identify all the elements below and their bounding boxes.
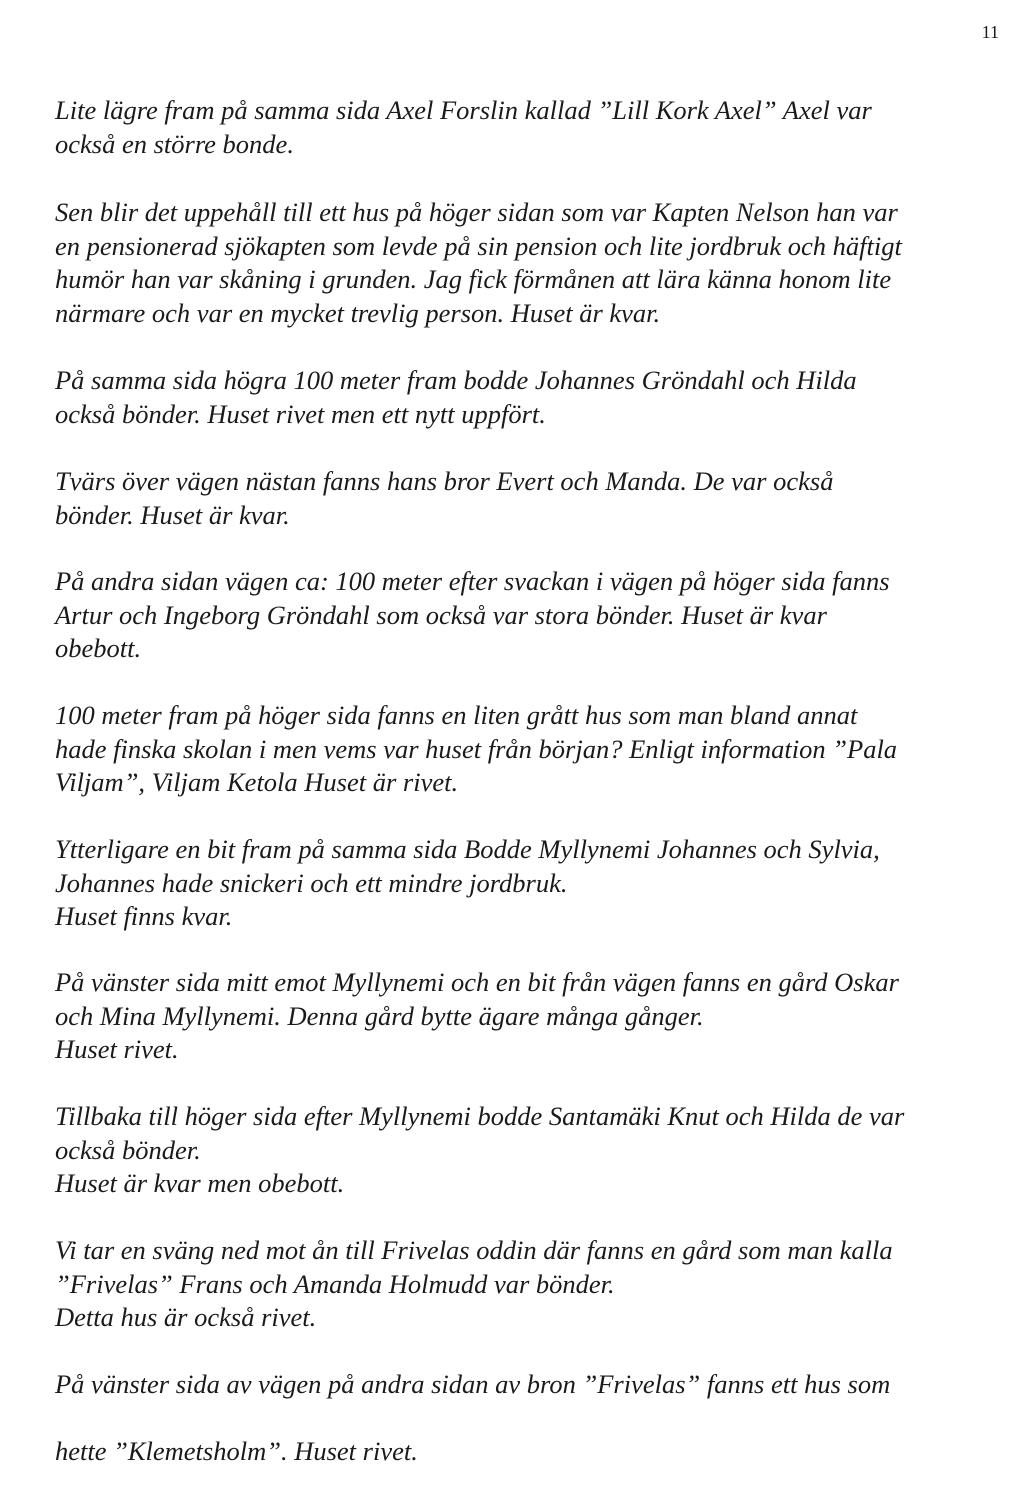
paragraph [55,465,995,532]
text-line: Johannes hade snickeri och ett mindre jordbruk. [55,867,568,898]
paragraph [55,196,995,330]
text-line: en pensionerad sjökapten som levde på sin pension och lite jordbruk och häftigt [55,230,902,261]
text-line: Huset finns kvar. [55,901,233,931]
paragraph [55,833,995,934]
text-line: hette ”Klemetsholm”. Huset rivet. [55,1436,418,1466]
paragraph [55,966,995,1067]
text-line: Huset är kvar men obebott. [55,1168,345,1198]
text-line: ”Frivelas” Frans och Amanda Holmudd var bönder. [55,1268,615,1299]
paragraph [55,565,995,666]
text-line: Huset rivet. [55,1034,179,1064]
paragraph [55,699,995,800]
text-line: humör han var skåning i grunden. Jag fick förmånen att lära känna honom lite [55,264,892,294]
text-line: också bönder. Huset rivet men ett nytt uppfört. [55,398,546,429]
text-line: Viljam”, Viljam Ketola Huset är rivet. [55,767,459,797]
text-line: närmare och var en mycket trevlig person. Huset är kvar. [55,297,661,328]
paragraph [55,1100,995,1201]
text-line: På samma sida högra 100 meter fram bodde Johannes Gröndahl och Hilda [55,365,857,395]
text-line: Ytterligare en bit fram på samma sida Bodde Myllynemi Johannes och Sylvia, [55,834,880,864]
text-line: också en större bonde. [55,128,294,159]
text-line: Vi tar en sväng ned mot ån till Frivelas oddin där fanns en gård som man kalla [55,1235,893,1265]
text-line: På vänster sida av vägen på andra sidan av bron ”Frivelas” fanns ett hus som [55,1369,891,1399]
text-line: och Mina Myllynemi. Denna gård bytte ägare många gånger. [55,1000,704,1031]
paragraph [55,94,995,161]
text-line: På andra sidan vägen ca: 100 meter efter svackan i vägen på höger sida fanns [55,566,890,596]
text-line: Tvärs över vägen nästan fanns hans bror Evert och Manda. De var också [55,466,834,496]
text-line: På vänster sida mitt emot Myllynemi och en bit från vägen fanns en gård Oskar [55,967,899,997]
page-number: 11 [981,22,999,42]
text-line: Lite lägre fram på samma sida Axel Forslin kallad ”Lill Kork Axel” Axel var [55,95,872,125]
text-line: 100 meter fram på höger sida fanns en liten grått hus som man bland annat [55,700,858,730]
text-line: obebott. [55,633,142,663]
text-line: Sen blir det uppehåll till ett hus på höger sidan som var Kapten Nelson han var [55,197,898,227]
paragraph [55,1368,995,1402]
text-line: Detta hus är också rivet. [55,1302,317,1332]
paragraph [55,1435,995,1469]
paragraph [55,1234,995,1335]
text-line: också bönder. [55,1134,201,1165]
text-line: hade finska skolan i men vems var huset från början? Enligt information ”Pala [55,733,898,764]
text-line: bönder. Huset är kvar. [55,499,290,530]
text-line: Tillbaka till höger sida efter Myllynemi bodde Santamäki Knut och Hilda de var [55,1101,905,1131]
paragraph [55,364,995,431]
text-line: Artur och Ingeborg Gröndahl som också var stora bönder. Huset är kvar [55,599,827,630]
